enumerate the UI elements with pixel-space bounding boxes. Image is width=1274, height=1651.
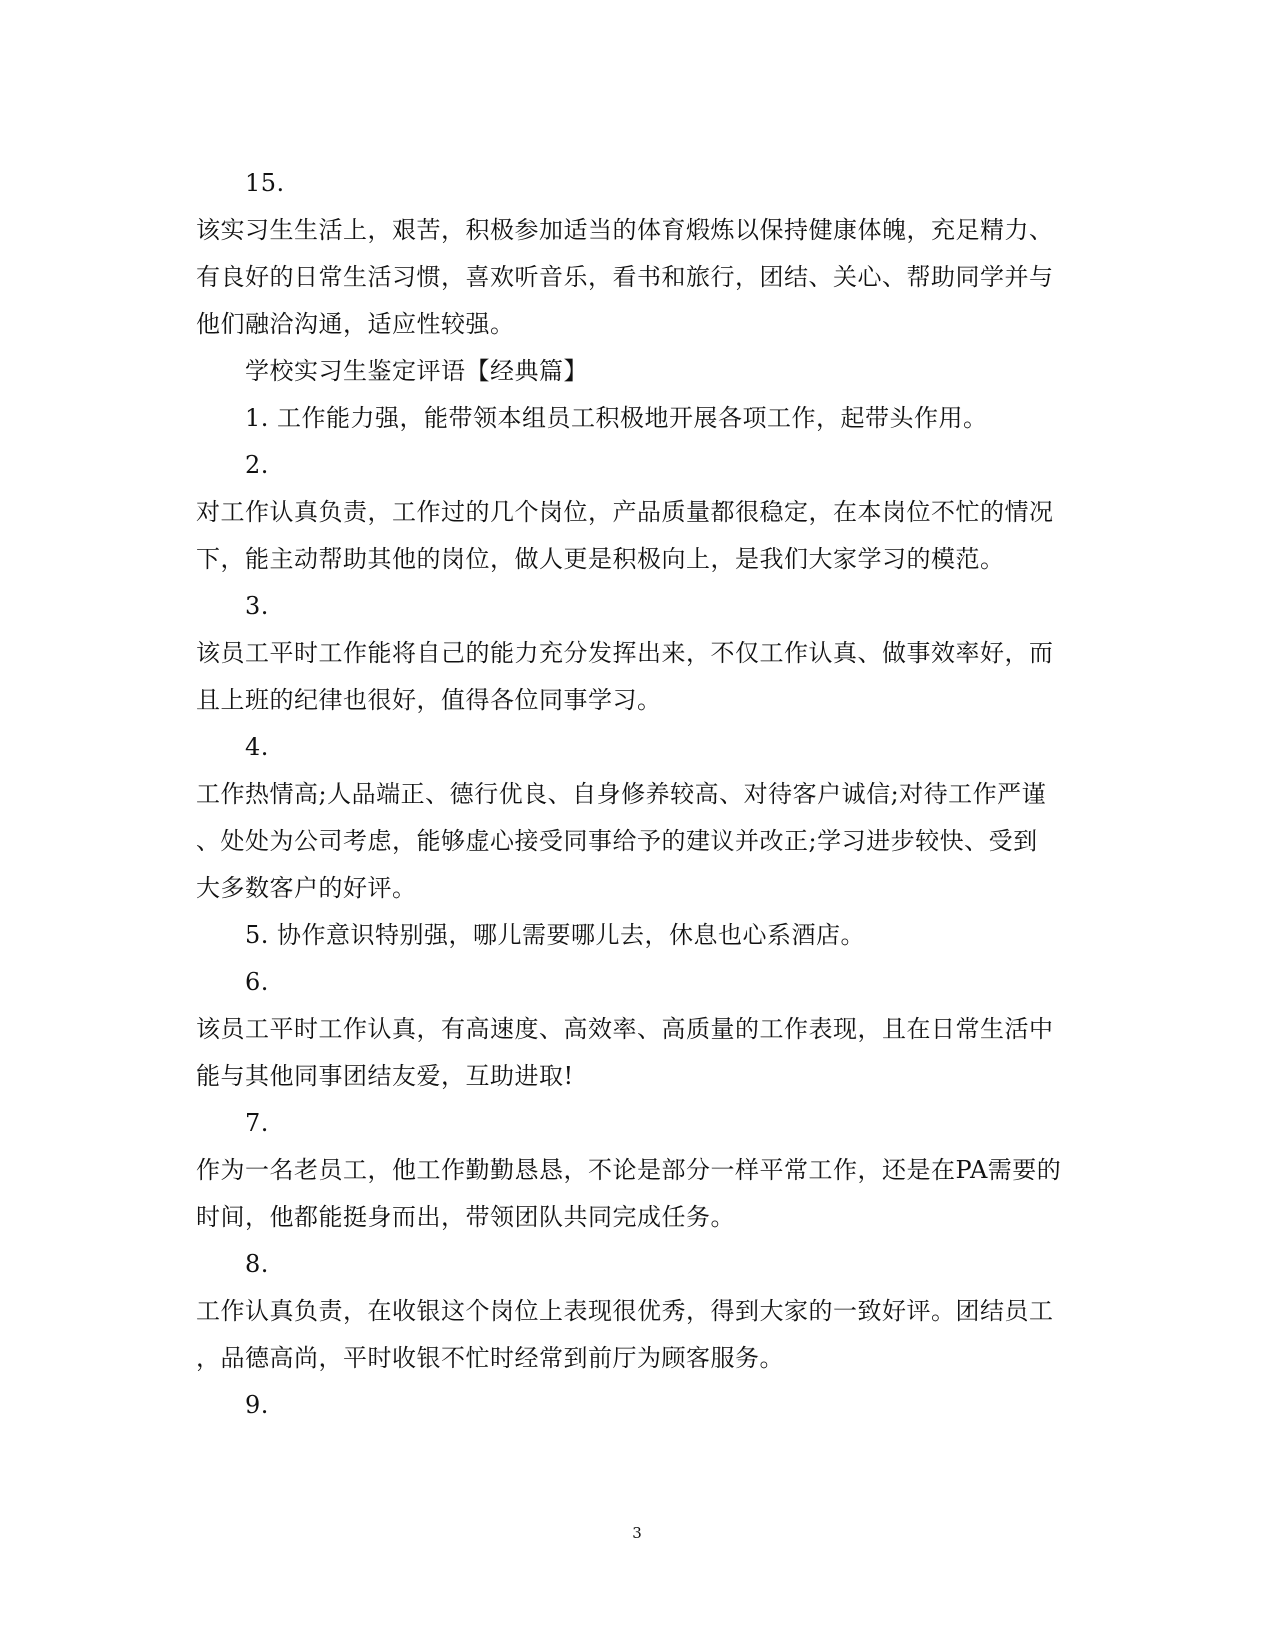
paragraph-line: 工作热情高;人品端正、德行优良、自身修养较高、对待客户诚信;对待工作严谨 [196,780,1047,808]
paragraph-line: 能与其他同事团结友爱，互助进取! [196,1062,574,1090]
paragraph-line: 他们融洽沟通，适应性较强。 [196,310,515,338]
paragraph-line: 该实习生生活上，艰苦，积极参加适当的体育煅炼以保持健康体魄，充足精力、 [196,216,1054,244]
item-number-6: 6. [245,968,269,996]
section-heading: 学校实习生鉴定评语【经典篇】 [245,357,588,385]
item-number-3: 3. [245,592,269,620]
paragraph-line: 有良好的日常生活习惯，喜欢听音乐，看书和旅行，团结、关心、帮助同学并与 [196,263,1054,291]
paragraph-line: 、处处为公司考虑，能够虚心接受同事给予的建议并改正;学习进步较快、受到 [196,827,1038,855]
item-number-9: 9. [245,1391,269,1419]
paragraph-line: 下，能主动帮助其他的岗位，做人更是积极向上，是我们大家学习的模范。 [196,545,1005,573]
item-number-4: 4. [245,733,269,761]
paragraph-line: 时间，他都能挺身而出，带领团队共同完成任务。 [196,1203,735,1231]
paragraph-line: 作为一名老员工，他工作勤勤恳恳，不论是部分一样平常工作，还是在PA需要的 [196,1156,1062,1184]
paragraph-line: 且上班的纪律也很好，值得各位同事学习。 [196,686,662,714]
paragraph-line: 该员工平时工作能将自己的能力充分发挥出来，不仅工作认真、做事效率好，而 [196,639,1054,667]
paragraph-line: 该员工平时工作认真，有高速度、高效率、高质量的工作表现，且在日常生活中 [196,1015,1054,1043]
page-number: 3 [632,1524,642,1542]
item-number-15: 15. [245,169,285,197]
paragraph-line: 大多数客户的好评。 [196,874,417,902]
paragraph-line: 5. 协作意识特别强，哪儿需要哪儿去，休息也心系酒店。 [245,921,866,949]
item-number-7: 7. [245,1109,269,1137]
item-number-2: 2. [245,451,269,479]
paragraph-line: 工作认真负责，在收银这个岗位上表现很优秀，得到大家的一致好评。团结员工 [196,1297,1054,1325]
paragraph-line: 对工作认真负责，工作过的几个岗位，产品质量都很稳定，在本岗位不忙的情况 [196,498,1054,526]
item-number-8: 8. [245,1250,269,1278]
paragraph-line: ，品德高尚，平时收银不忙时经常到前厅为顾客服务。 [196,1344,784,1372]
paragraph-line: 1. 工作能力强，能带领本组员工积极地开展各项工作，起带头作用。 [245,404,988,432]
